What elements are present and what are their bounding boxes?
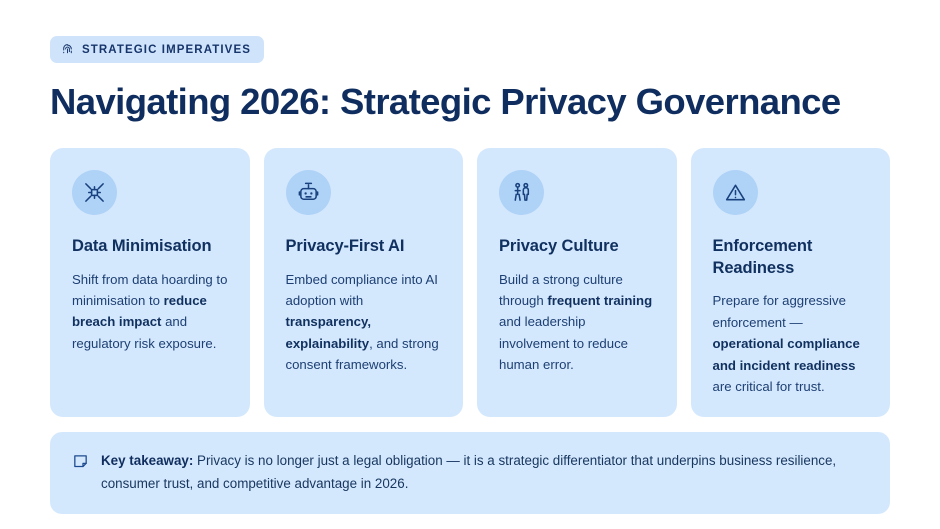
card-body: Embed compliance into AI adoption with transparency, explainability, and strong consent frameworks. [285, 271, 439, 373]
card-title: Privacy-First AI [285, 236, 405, 255]
key-takeaway-text: Key takeaway: Privacy is no longer just a legal obligation — it is a strategic differentiator that underpins business resilience, consumer trust, and competitive advantage in 2026. [101, 453, 837, 491]
card-body: Prepare for aggressive enforcement — operational compliance and incident readiness are critical for trust. [712, 293, 860, 394]
key-takeaway-banner [50, 432, 890, 514]
eyebrow-label: STRATEGIC IMPERATIVES [82, 43, 251, 56]
card-privacy-first-ai [264, 148, 464, 417]
robot-icon [286, 170, 331, 215]
fingerprint-icon [61, 43, 74, 56]
card-grid [50, 148, 890, 417]
card-privacy-culture [477, 148, 677, 417]
people-icon [499, 170, 544, 215]
page-title: Navigating 2026: Strategic Privacy Governance [50, 81, 841, 122]
card-enforcement-readiness [691, 148, 891, 417]
card-title: Data Minimisation [72, 236, 212, 255]
note-icon [72, 452, 89, 474]
card-title: Privacy Culture [499, 236, 619, 255]
card-body: Build a strong culture through frequent training and leadership involvement to reduce human error. [499, 271, 653, 373]
data-minimisation-icon [72, 170, 117, 215]
card-data-minimisation [50, 148, 250, 417]
card-body: Shift from data hoarding to minimisation to reduce breach impact and regulatory risk exposure. [72, 271, 228, 351]
warning-triangle-icon [713, 170, 758, 215]
card-title: Enforcement Readiness [712, 236, 813, 277]
eyebrow-badge [50, 36, 264, 63]
